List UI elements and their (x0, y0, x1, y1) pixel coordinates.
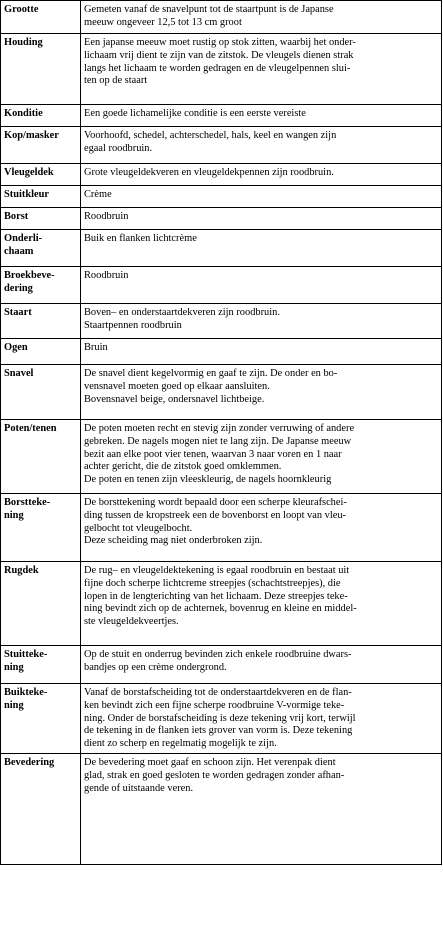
row-description (81, 304, 442, 339)
row-description-line: De bevedering moet gaaf en schoon zijn. Het verenpak dient (84, 757, 336, 768)
row-label (1, 164, 81, 186)
row-label-line: dering (4, 282, 33, 294)
row-description (81, 267, 442, 304)
table-row (1, 304, 442, 339)
row-description-line: Een goede lichamelijke conditie is een eerste vereiste (84, 108, 306, 119)
row-label (1, 365, 81, 420)
row-description-line: ning bevindt zich op de achternek, bovenrug en kleine en middel- (84, 603, 357, 615)
table-row (1, 164, 442, 186)
row-description-line: ten op de staart (84, 75, 148, 87)
table-row (1, 494, 442, 562)
row-label (1, 754, 81, 865)
row-label (1, 1, 81, 34)
row-description (81, 208, 442, 230)
row-description-line: meeuw ongeveer 12,5 tot 13 cm groot (84, 16, 242, 28)
row-label (1, 684, 81, 754)
table-row (1, 208, 442, 230)
table-row (1, 127, 442, 164)
row-label-line: Borst (4, 211, 29, 222)
row-description-line: Staartpennen roodbruin (84, 319, 182, 331)
row-label-line: Snavel (4, 368, 34, 379)
table-row (1, 365, 442, 420)
row-label-line: Grootte (4, 4, 39, 15)
row-description-line: Een japanse meeuw moet rustig op stok zitten, waarbij het onder- (84, 37, 356, 48)
row-label-line: Onderli- (4, 233, 43, 244)
row-description (81, 105, 442, 127)
row-description-line: De rug– en vleugeldektekening is egaal roodbruin en bestaat uit (84, 565, 350, 576)
row-description (81, 646, 442, 684)
table-row (1, 562, 442, 646)
row-label (1, 339, 81, 365)
row-description-line: Deze scheiding mag niet onderbroken zijn. (84, 535, 263, 547)
row-label (1, 230, 81, 267)
row-label-line: chaam (4, 245, 34, 257)
row-label (1, 494, 81, 562)
row-description-line: De poten moeten recht en stevig zijn zonder verruwing of andere (84, 423, 355, 434)
row-description-line: Roodbruin (84, 211, 129, 222)
row-label-line: Poten/tenen (4, 423, 57, 434)
row-label-line: Ogen (4, 342, 28, 353)
row-description-line: Roodbruin (84, 270, 129, 281)
row-description-line: ken bevindt zich een fijne scherpe roodbruine V-vormige teke- (84, 699, 345, 711)
row-description (81, 186, 442, 208)
row-description-line: Vanaf de borstafscheiding tot de onderstaartdekveren en de flan- (84, 687, 352, 698)
row-label (1, 186, 81, 208)
row-description-line: Voorhoofd, schedel, achterschedel, hals, keel en wangen zijn (84, 130, 337, 141)
row-description-line: bandjes op een crème ondergrond. (84, 661, 227, 673)
row-label (1, 304, 81, 339)
row-label-line: Vleugeldek (4, 167, 54, 178)
row-label (1, 127, 81, 164)
row-description (81, 339, 442, 365)
row-label-line: ning (4, 661, 24, 673)
row-description-line: de tekening in de flanken iets grover van vorm is. Deze tekening (84, 725, 353, 737)
row-description-line: glad, strak en goed gesloten te worden gedragen zonder afhan- (84, 769, 345, 781)
row-description-line: Buik en flanken lichtcrème (84, 233, 197, 244)
row-label-line: Konditie (4, 108, 43, 119)
row-label-line: ning (4, 699, 24, 711)
row-description-line: De poten en tenen zijn vleeskleurig, de nagels hoornkleurig (84, 474, 332, 486)
table-row (1, 230, 442, 267)
row-description-line: lopen in de lengterichting van het lichaam. Deze streepjes teke- (84, 590, 348, 602)
row-label-line: Kop/masker (4, 130, 59, 141)
row-description-line: bezit aan elke poot vier tenen, waarvan 3 naar voren en 1 naar (84, 448, 342, 460)
row-label-line: Bevedering (4, 757, 55, 768)
row-description-line: lichaam vrij dient te zijn van de zitstok. De vleugels dienen strak (84, 49, 354, 61)
table-row (1, 105, 442, 127)
table-row (1, 34, 442, 105)
row-description (81, 684, 442, 754)
row-description (81, 365, 442, 420)
table-row (1, 754, 442, 865)
row-description-line: achter gericht, die de zitstok goed omklemmen. (84, 461, 282, 473)
row-description (81, 754, 442, 865)
row-description-line: Crème (84, 189, 112, 200)
row-label (1, 420, 81, 494)
row-description-line: gebreken. De nagels mogen niet te lang zijn. De Japanse meeuw (84, 435, 352, 447)
row-label (1, 267, 81, 304)
row-description (81, 127, 442, 164)
row-description-line: dient zo scherp en regelmatig mogelijk te zijn. (84, 738, 277, 750)
row-label-line: ning (4, 509, 24, 521)
row-description-line: Grote vleugeldekveren en vleugeldekpennen zijn roodbruin. (84, 167, 334, 178)
row-description (81, 164, 442, 186)
row-description (81, 562, 442, 646)
table-row (1, 186, 442, 208)
table-row (1, 267, 442, 304)
table-row (1, 646, 442, 684)
row-description-line: langs het lichaam te worden gedragen en de vleugelpennen slui- (84, 62, 351, 74)
row-description (81, 230, 442, 267)
row-description-line: Boven– en onderstaartdekveren zijn roodbruin. (84, 307, 280, 318)
row-label-line: Stuitteke- (4, 649, 48, 660)
row-description-line: ning. Onder de borstafscheiding is deze tekening vrij kort, terwijl (84, 712, 356, 724)
row-description-line: Bovensnavel beige, ondersnavel lichtbeige. (84, 393, 265, 405)
row-label-line: Broekbeve- (4, 270, 55, 281)
row-label (1, 105, 81, 127)
row-description-line: Gemeten vanaf de snavelpunt tot de staartpunt is de Japanse (84, 4, 334, 15)
row-description-line: ste vleugeldekveertjes. (84, 616, 179, 628)
table-row (1, 684, 442, 754)
row-label-line: Stuitkleur (4, 189, 50, 200)
row-label-line: Buikteke- (4, 687, 48, 698)
row-description-line: fijne doch scherpe lichtcreme streepjes (schachtstreepjes), die (84, 577, 341, 589)
row-label-line: Rugdek (4, 565, 39, 576)
row-description (81, 1, 442, 34)
row-description-line: gende of uitstaande veren. (84, 782, 194, 794)
row-description-line: gelbocht tot vleugelbocht. (84, 522, 193, 534)
table-row (1, 420, 442, 494)
row-description (81, 494, 442, 562)
row-label (1, 34, 81, 105)
row-label (1, 208, 81, 230)
row-description-line: De snavel dient kegelvormig en gaaf te zijn. De onder en bo- (84, 368, 338, 379)
row-label (1, 646, 81, 684)
table-row (1, 1, 442, 34)
row-label-line: Borstteke- (4, 497, 51, 508)
row-description-line: Op de stuit en onderrug bevinden zich enkele roodbruine dwars- (84, 649, 352, 660)
row-description-line: vensnavel moeten goed op elkaar aansluiten. (84, 380, 270, 392)
row-description (81, 34, 442, 105)
row-description-line: ding tussen de kropstreek een de bovenborst en loopt van vleu- (84, 509, 347, 521)
row-description-line: De borsttekening wordt bepaald door een scherpe kleurafschei- (84, 497, 347, 508)
row-label (1, 562, 81, 646)
row-label-line: Houding (4, 37, 43, 48)
table-row (1, 339, 442, 365)
row-description-line: Bruin (84, 342, 108, 353)
row-description-line: egaal roodbruin. (84, 142, 153, 154)
row-description (81, 420, 442, 494)
standard-table-body (1, 1, 442, 865)
row-label-line: Staart (4, 307, 32, 318)
